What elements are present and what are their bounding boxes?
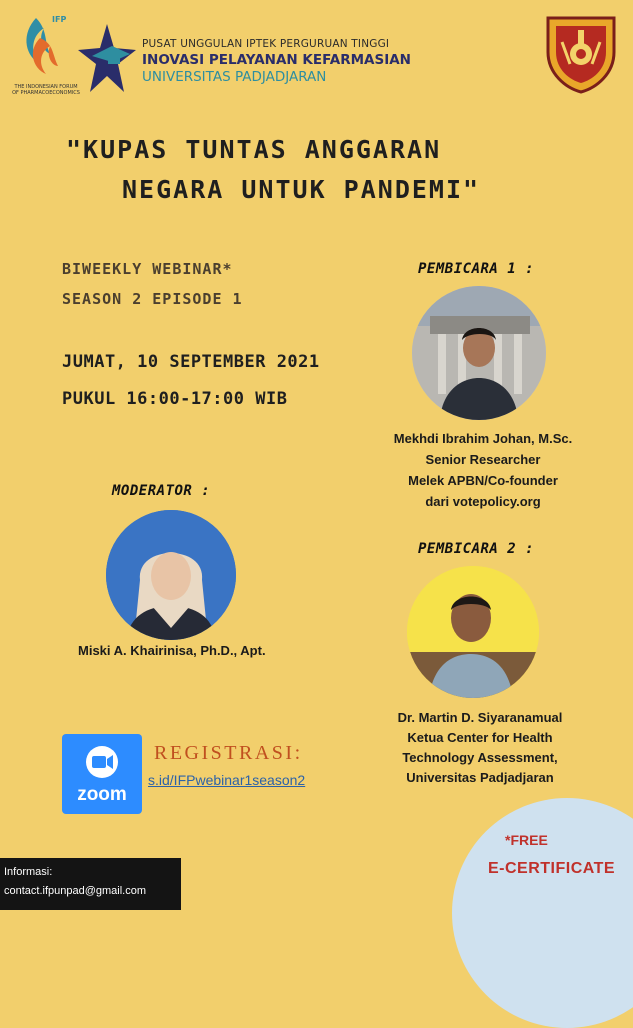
speaker1-role1: Senior Researcher (425, 452, 541, 467)
speaker2-role2: Technology Assessment, (402, 750, 558, 765)
contact-email[interactable]: contact.ifpunpad@gmail.com (4, 885, 147, 897)
moderator-portrait-icon (106, 510, 236, 640)
ifp-caption-line2: OF PHARMACOECONOMICS (12, 90, 80, 96)
speaker2-heading: PEMBICARA 2 : (418, 541, 535, 557)
video-camera-icon (62, 734, 142, 784)
university-seal-logo (540, 12, 622, 94)
speaker2-portrait-icon (407, 566, 539, 698)
speaker1-name: Mekhdi Ibrahim Johan, M.Sc. (393, 431, 573, 446)
zoom-logo (62, 734, 142, 814)
speaker1-photo (412, 286, 546, 420)
header-line1: PUSAT UNGGULAN IPTEK PERGURUAN TINGGI (142, 38, 390, 50)
webinar-series: BIWEEKLY WEBINAR* (62, 260, 233, 278)
header-line3: UNIVERSITAS PADJADJARAN (142, 69, 327, 85)
star-icon (78, 22, 136, 96)
certificate-label: E-CERTIFICATE (488, 860, 616, 877)
moderator-name: Miski A. Khairinisa, Ph.D., Apt. (78, 643, 266, 658)
contact-info-box (0, 858, 181, 910)
title-line1: "KUPAS TUNTAS ANGGARAN (66, 135, 442, 164)
event-time: PUKUL 16:00-17:00 WIB (62, 389, 288, 409)
seal-icon (540, 12, 622, 94)
speaker1-role3: dari votepolicy.org (425, 494, 541, 509)
certificate-free-label: *FREE (505, 832, 548, 848)
speaker2-role3: Universitas Padjadjaran (406, 770, 554, 785)
title-line2: NEGARA UNTUK PANDEMI" (122, 175, 481, 204)
moderator-heading: MODERATOR : (112, 483, 211, 499)
contact-info-title: Informasi: (4, 866, 53, 878)
event-title (40, 130, 600, 210)
speaker2-photo (407, 566, 539, 698)
speaker1-role2: Melek APBN/Co-founder (408, 473, 558, 488)
zoom-wordmark: zoom (77, 784, 127, 805)
ifp-caption-line1: THE INDONESIAN FORUM (14, 84, 78, 90)
speaker2-details (380, 708, 580, 788)
speaker1-details (378, 428, 588, 512)
speaker2-role1: Ketua Center for Health (407, 730, 553, 745)
registration-label: REGISTRASI: (154, 742, 303, 764)
speaker1-heading: PEMBICARA 1 : (418, 261, 535, 277)
event-date: JUMAT, 10 SEPTEMBER 2021 (62, 352, 320, 372)
registration-link[interactable]: s.id/IFPwebinar1season2 (148, 772, 306, 788)
moderator-photo (106, 510, 236, 640)
header-line2: INOVASI PELAYANAN KEFARMASIAN (142, 52, 411, 68)
ifp-caption (6, 84, 86, 96)
ifp-flame-icon (14, 8, 74, 88)
speaker1-portrait-icon (412, 286, 546, 420)
star-graduation-logo (78, 22, 136, 96)
webinar-episode: SEASON 2 EPISODE 1 (62, 290, 243, 308)
svg-text:IFP: IFP (52, 15, 67, 24)
speaker2-name: Dr. Martin D. Siyaranamual (397, 710, 563, 725)
